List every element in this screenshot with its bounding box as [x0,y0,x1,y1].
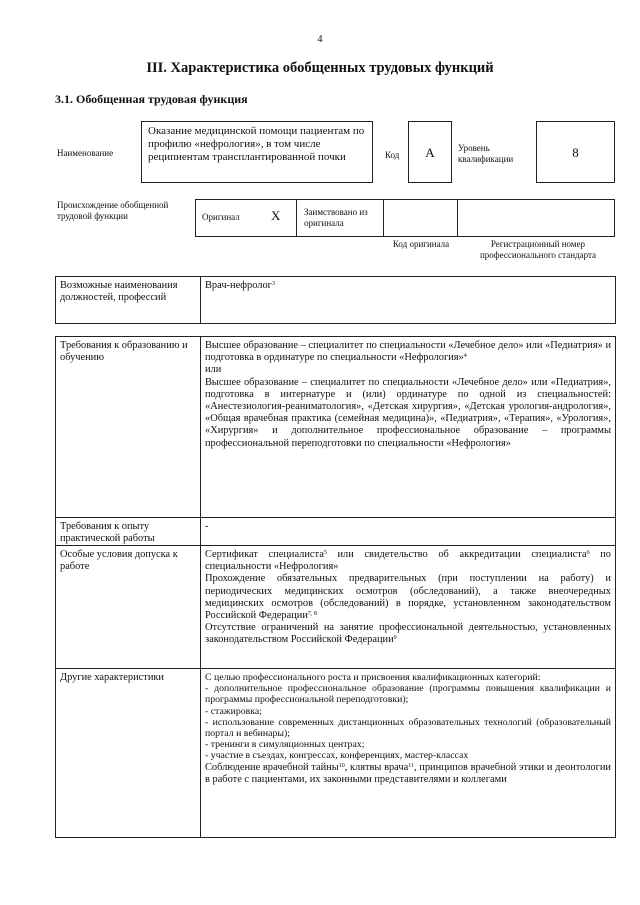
positions-label: Возможные наименования должностей, профессий [60,280,178,304]
special-label: Особые условия допуска к работе [60,549,178,573]
reg-number-caption: Регистрационный номер профессионального стандарта [479,239,597,260]
other-label: Другие характеристики [60,672,164,683]
page-number: 4 [317,34,323,45]
education-label: Требования к образованию и обучению [60,340,188,364]
positions-value: Врач-нефролог$^3$ [205,280,275,291]
original-label: Оригинал [202,212,240,222]
original-mark: X [271,208,281,223]
code-value: А [425,145,435,160]
other-value: С целью профессионального роста и присвоения квалификационных категорий: - дополнительное профессиональное образование (программы повышения квалификации и программы профессиональной переподготовки); - стажировка; - использование современных дистанционных образовательных технологий (образовательный портал и вебинары); - тренинги в симуляционных центрах; - участие в съездах, конгрессах, конференциях, мастер-классах Соблюдение врачебной тайны$^{10}$, клятвы врача$^{11}$, принципов врачебной этики и деонтологии в работе с пациентами, их законными представителями и коллегами [205,672,611,785]
section-title: III. Характеристика обобщенных трудовых функций [146,60,494,76]
special-value: Сертификат специалиста$^5$ или свидетельство об аккредитации специалиста$^6$ по специальности «Нефрология» Прохождение обязательных предварительных (при поступлении на работу) и периодических медицинских осмотров (обследований), а также внеочередных медицинских осмотров (обследований) в порядке, установленном законодательством Российской Федерации$^{7, 8}$ Отсутствие ограничений на занятие профессиональной деятельностью, установленных законодательством Российской Федерации$^9$ [205,549,611,646]
borrowed-label: Заимствовано из оригинала [304,207,368,228]
subsection-title: 3.1. Обобщенная трудовая функция [55,92,248,106]
code-label: Код [385,150,400,160]
name-label: Наименование [57,148,114,158]
name-value: Оказание медицинской помощи пациентам по профилю «нефрология», в том числе реципиентам трансплантированной почки [148,125,365,163]
level-label: Уровень квалификации [458,143,514,164]
origin-box [195,199,615,237]
level-box [536,121,615,183]
code-original-caption: Код оригинала [392,239,450,249]
name-box [141,121,373,183]
experience-label: Требования к опыту практической работы [60,521,155,545]
experience-value: - [205,521,209,532]
origin-label: Происхождение обобщенной трудовой функции [57,200,169,221]
level-value: 8 [572,145,579,160]
education-value: Высшее образование – специалитет по специальности «Лечебное дело» или «Педиатрия» и подготовка в ординатуре по специальности «Нефрология»$^4$ или Высшее образование – специалитет по специальности «Лечебное дело» или «Педиатрия», подготовка в интернатуре и (или) ординатуре по одной из специальностей: «Анестезиология-реаниматология», «Детская хирургия», «Детская урология-андрология», «Общая врачебная практика (семейная медицина)», «Педиатрия», «Терапия», «Урология», «Хирургия» и дополнительное профессиональное образование – программы профессиональной переподготовки по специальности «Нефрология» [205,340,611,449]
code-box [408,121,452,183]
